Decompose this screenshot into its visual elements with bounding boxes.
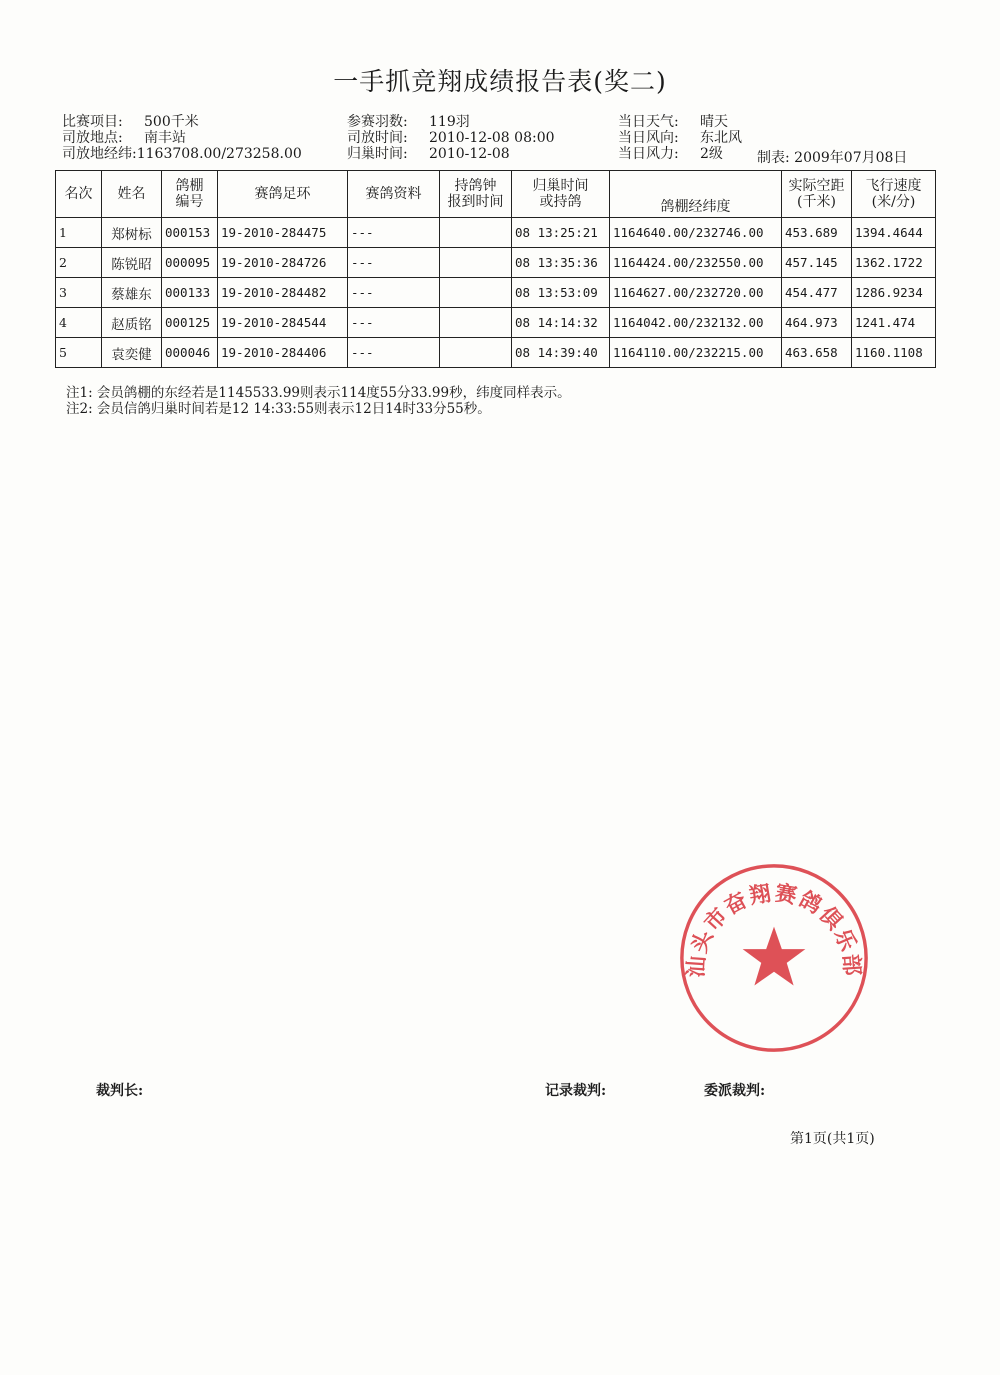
info-row-return-time	[347, 146, 555, 162]
table-row	[56, 338, 936, 368]
header-distance	[782, 171, 852, 218]
wind-direction-value: 东北风	[700, 130, 742, 146]
race-info-column-1	[62, 114, 302, 162]
cell-clock	[440, 248, 512, 278]
cell-ring: 19-2010-284482	[218, 278, 348, 308]
cell-coordinates: 1164042.00/232132.00	[610, 308, 782, 338]
info-row-wind-direction	[618, 130, 742, 146]
info-row-entries	[347, 114, 555, 130]
header-clock-line-2: 报到时间	[447, 194, 504, 210]
cell-clock	[440, 338, 512, 368]
race-info-column-3	[618, 114, 742, 162]
weather-value: 晴天	[700, 114, 728, 130]
header-speed-line-1: 飞行速度	[865, 178, 922, 194]
header-clock-time	[440, 171, 512, 218]
wind-direction-label: 当日风向:	[618, 130, 679, 146]
chief-judge-signature: 裁判长:	[96, 1083, 144, 1099]
cell-info: ---	[348, 308, 440, 338]
header-speed-line-2: (米/分)	[871, 194, 916, 210]
header-loft-line-2: 编号	[175, 194, 204, 210]
cell-arrival: 08 14:14:32	[512, 308, 610, 338]
cell-distance: 454.477	[782, 278, 852, 308]
table-header-row	[56, 171, 936, 218]
cell-coordinates: 1164627.00/232720.00	[610, 278, 782, 308]
cell-loft: 000133	[162, 278, 218, 308]
header-coordinates: 鸽棚经纬度	[610, 171, 782, 218]
cell-distance: 463.658	[782, 338, 852, 368]
cell-name: 郑树标	[102, 218, 162, 248]
stamp-star-icon	[743, 927, 806, 986]
header-rank: 名次	[56, 171, 102, 218]
return-time-value: 2010-12-08	[429, 146, 510, 162]
cell-info: ---	[348, 278, 440, 308]
cell-speed: 1394.4644	[852, 218, 936, 248]
cell-clock	[440, 278, 512, 308]
table-row	[56, 278, 936, 308]
cell-ring: 19-2010-284726	[218, 248, 348, 278]
cell-info: ---	[348, 248, 440, 278]
release-coords-label: 司放地经纬:	[62, 146, 137, 162]
report-title: 一手抓竞翔成绩报告表(奖二)	[333, 67, 667, 96]
cell-clock	[440, 308, 512, 338]
info-row-race-item	[62, 114, 302, 130]
delegate-judge-signature: 委派裁判:	[704, 1083, 766, 1099]
cell-loft: 000125	[162, 308, 218, 338]
entries-value: 119羽	[429, 114, 470, 130]
results-table	[55, 170, 936, 368]
cell-distance: 453.689	[782, 218, 852, 248]
header-name: 姓名	[102, 171, 162, 218]
header-clock-line-1: 持鸽钟	[454, 178, 497, 194]
cell-coordinates: 1164424.00/232550.00	[610, 248, 782, 278]
cell-arrival: 08 13:35:36	[512, 248, 610, 278]
footnote-1: 注1: 会员鸽棚的东经若是1145533.99则表示114度55分33.99秒，纬度同样表示。	[66, 385, 571, 401]
info-row-weather	[618, 114, 742, 130]
stamp-text-path: 汕头市奋翔赛鸽俱乐部	[683, 880, 865, 979]
table-row	[56, 248, 936, 278]
cell-distance: 457.145	[782, 248, 852, 278]
cell-clock	[440, 218, 512, 248]
release-time-value: 2010-12-08 08:00	[429, 130, 555, 146]
header-speed	[852, 171, 936, 218]
cell-ring: 19-2010-284406	[218, 338, 348, 368]
cell-arrival: 08 14:39:40	[512, 338, 610, 368]
made-date	[757, 147, 907, 167]
cell-ring: 19-2010-284544	[218, 308, 348, 338]
header-loft-number	[162, 171, 218, 218]
race-item-value: 500千米	[144, 114, 199, 130]
cell-coordinates: 1164110.00/232215.00	[610, 338, 782, 368]
info-row-release-time	[347, 130, 555, 146]
cell-distance: 464.973	[782, 308, 852, 338]
release-site-label: 司放地点:	[62, 130, 123, 146]
cell-rank: 3	[56, 278, 102, 308]
club-seal-stamp	[676, 860, 872, 1056]
cell-name: 袁奕健	[102, 338, 162, 368]
cell-arrival: 08 13:53:09	[512, 278, 610, 308]
cell-loft: 000153	[162, 218, 218, 248]
table-row	[56, 308, 936, 338]
release-coords-value: 1163708.00/273258.00	[136, 146, 302, 162]
cell-speed: 1160.1108	[852, 338, 936, 368]
header-distance-line-2: (千米)	[797, 194, 836, 210]
cell-info: ---	[348, 218, 440, 248]
table-row	[56, 218, 936, 248]
info-row-release-coords	[62, 146, 302, 162]
wind-force-value: 2级	[700, 146, 723, 162]
cell-name: 蔡雄东	[102, 278, 162, 308]
cell-name: 赵质铭	[102, 308, 162, 338]
release-time-label: 司放时间:	[347, 130, 408, 146]
header-arrival-line-1: 归巢时间	[532, 178, 589, 194]
header-ring: 赛鸽足环	[218, 171, 348, 218]
weather-label: 当日天气:	[618, 114, 679, 130]
cell-info: ---	[348, 338, 440, 368]
entries-label: 参赛羽数:	[347, 114, 408, 130]
cell-loft: 000046	[162, 338, 218, 368]
cell-arrival: 08 13:25:21	[512, 218, 610, 248]
return-time-label: 归巢时间:	[347, 146, 408, 162]
made-date-value: 2009年07月08日	[794, 150, 908, 166]
cell-name: 陈锐昭	[102, 248, 162, 278]
cell-rank: 2	[56, 248, 102, 278]
header-distance-line-1: 实际空距	[788, 178, 845, 194]
info-row-wind-force	[618, 146, 742, 162]
recorder-judge-signature: 记录裁判:	[545, 1083, 607, 1099]
made-label: 制表:	[757, 150, 790, 166]
page-number: 第1页(共1页)	[790, 1131, 875, 1147]
cell-ring: 19-2010-284475	[218, 218, 348, 248]
cell-speed: 1241.474	[852, 308, 936, 338]
header-pigeon-info: 赛鸽资料	[348, 171, 440, 218]
cell-rank: 1	[56, 218, 102, 248]
cell-speed: 1286.9234	[852, 278, 936, 308]
release-site-value: 南丰站	[144, 130, 186, 146]
header-arrival-line-2: 或持鸽	[539, 194, 582, 210]
wind-force-label: 当日风力:	[618, 146, 679, 162]
info-row-release-site	[62, 130, 302, 146]
cell-rank: 5	[56, 338, 102, 368]
header-arrival	[512, 171, 610, 218]
cell-loft: 000095	[162, 248, 218, 278]
footnote-2: 注2: 会员信鸽归巢时间若是12 14:33:55则表示12日14时33分55秒。	[66, 401, 491, 417]
cell-rank: 4	[56, 308, 102, 338]
footnotes	[66, 385, 571, 417]
race-info-column-2	[347, 114, 555, 162]
cell-coordinates: 1164640.00/232746.00	[610, 218, 782, 248]
race-item-label: 比赛项目:	[62, 114, 123, 130]
cell-speed: 1362.1722	[852, 248, 936, 278]
header-loft-line-1: 鸽棚	[175, 178, 204, 194]
